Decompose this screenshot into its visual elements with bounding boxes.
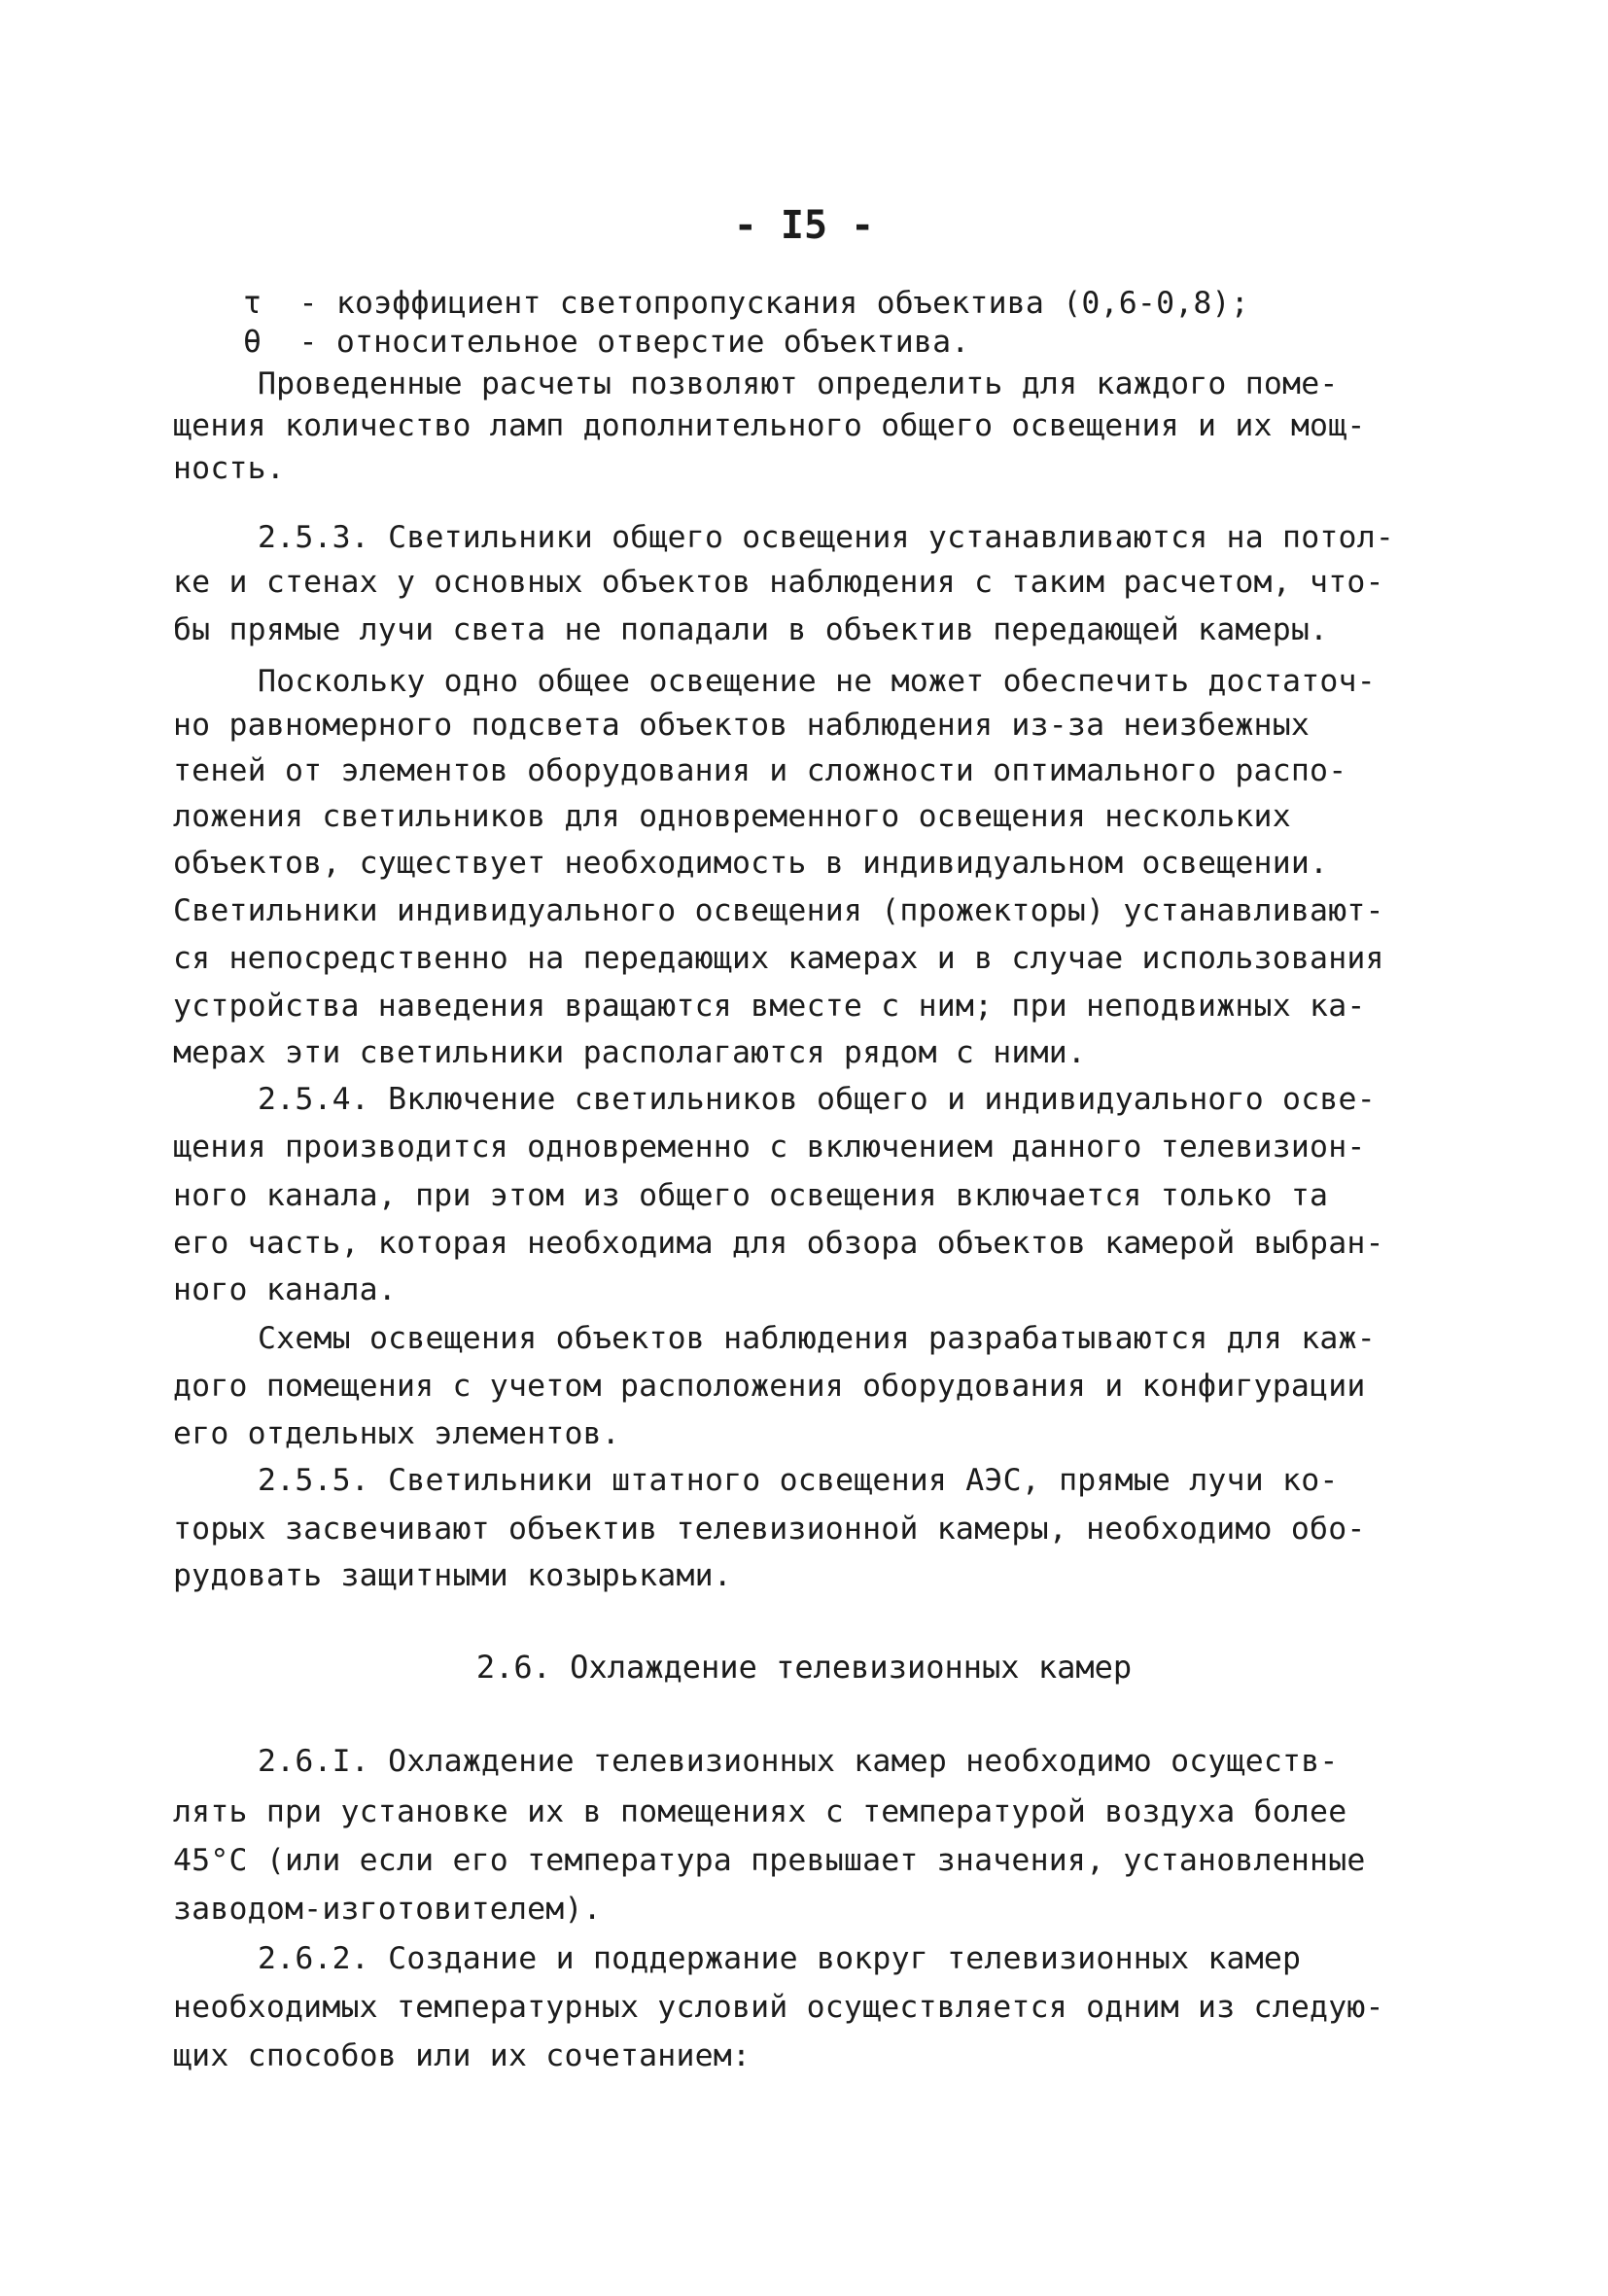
- paragraph-line: бы прямые лучи света не попадали в объектив передающей камеры.: [173, 612, 1329, 647]
- paragraph-line: 2.5.3. Светильники общего освещения устанавливаются на потол-: [258, 520, 1395, 555]
- paragraph-line: мерах эти светильники располагаются рядом с ними.: [173, 1035, 1087, 1070]
- paragraph-line: необходимых температурных условий осуществляется одним из следую-: [173, 1990, 1384, 2025]
- paragraph-line: ке и стенах у основных объектов наблюдения с таким расчетом, что-: [173, 565, 1384, 600]
- paragraph-line: торых засвечивают объектив телевизионной камеры, необходимо обо-: [173, 1512, 1366, 1547]
- paragraph-line: объектов, существует необходимость в индивидуальном освещении.: [173, 846, 1329, 881]
- definition-theta: θ - относительное отверстие объектива.: [243, 325, 970, 360]
- paragraph-line: его отдельных элементов.: [173, 1416, 620, 1451]
- paragraph-line: 45°С (или если его температура превышает значения, установленные: [173, 1843, 1366, 1878]
- paragraph-line: дого помещения с учетом расположения оборудования и конфигурации: [173, 1369, 1366, 1404]
- paragraph-line: щих способов или их сочетанием:: [173, 2038, 752, 2073]
- paragraph-line: заводом-изготовителем).: [173, 1892, 602, 1927]
- paragraph-line: теней от элементов оборудования и сложности оптимального распо-: [173, 753, 1347, 788]
- paragraph-line: лять при установке их в помещениях с температурой воздуха более: [173, 1794, 1347, 1829]
- paragraph-line: щения производится одновременно с включением данного телевизион-: [173, 1130, 1366, 1165]
- page-number: - I5 -: [733, 203, 875, 248]
- paragraph-line: ного канала.: [173, 1272, 397, 1307]
- paragraph-line: 2.5.5. Светильники штатного освещения АЭС, прямые лучи ко-: [258, 1463, 1339, 1498]
- paragraph-line: Светильники индивидуального освещения (прожекторы) устанавливают-: [173, 893, 1384, 928]
- paragraph-line: щения количество ламп дополнительного общего освещения и их мощ-: [173, 408, 1366, 443]
- paragraph-line: ность.: [173, 451, 285, 486]
- paragraph-line: ного канала, при этом из общего освещения включается только та: [173, 1178, 1329, 1213]
- definition-tau: τ - коэффициент светопропускания объектива (0,6-0,8);: [243, 286, 1249, 321]
- paragraph-line: ся непосредственно на передающих камерах и в случае использования: [173, 941, 1384, 976]
- paragraph-line: рудовать защитными козырьками.: [173, 1558, 732, 1593]
- paragraph-line: его часть, которая необходима для обзора объектов камерой выбран-: [173, 1226, 1384, 1261]
- section-heading: 2.6. Охлаждение телевизионных камер: [475, 1649, 1133, 1686]
- paragraph-line: 2.5.4. Включение светильников общего и индивидуального осве-: [258, 1082, 1376, 1117]
- paragraph-line: устройства наведения вращаются вместе с ним; при неподвижных ка-: [173, 989, 1366, 1024]
- paragraph-line: Схемы освещения объектов наблюдения разрабатываются для каж-: [258, 1321, 1376, 1356]
- paragraph-line: ложения светильников для одновременного освещения нескольких: [173, 799, 1291, 834]
- paragraph-line: 2.6.2. Создание и поддержание вокруг телевизионных камер: [258, 1941, 1302, 1976]
- paragraph-line: но равномерного подсвета объектов наблюдения из-за неизбежных: [173, 708, 1311, 743]
- paragraph-line: Поскольку одно общее освещение не может обеспечить достаточ-: [258, 664, 1376, 699]
- paragraph-line: Проведенные расчеты позволяют определить для каждого поме-: [258, 366, 1339, 401]
- paragraph-line: 2.6.I. Охлаждение телевизионных камер необходимо осуществ-: [258, 1744, 1339, 1779]
